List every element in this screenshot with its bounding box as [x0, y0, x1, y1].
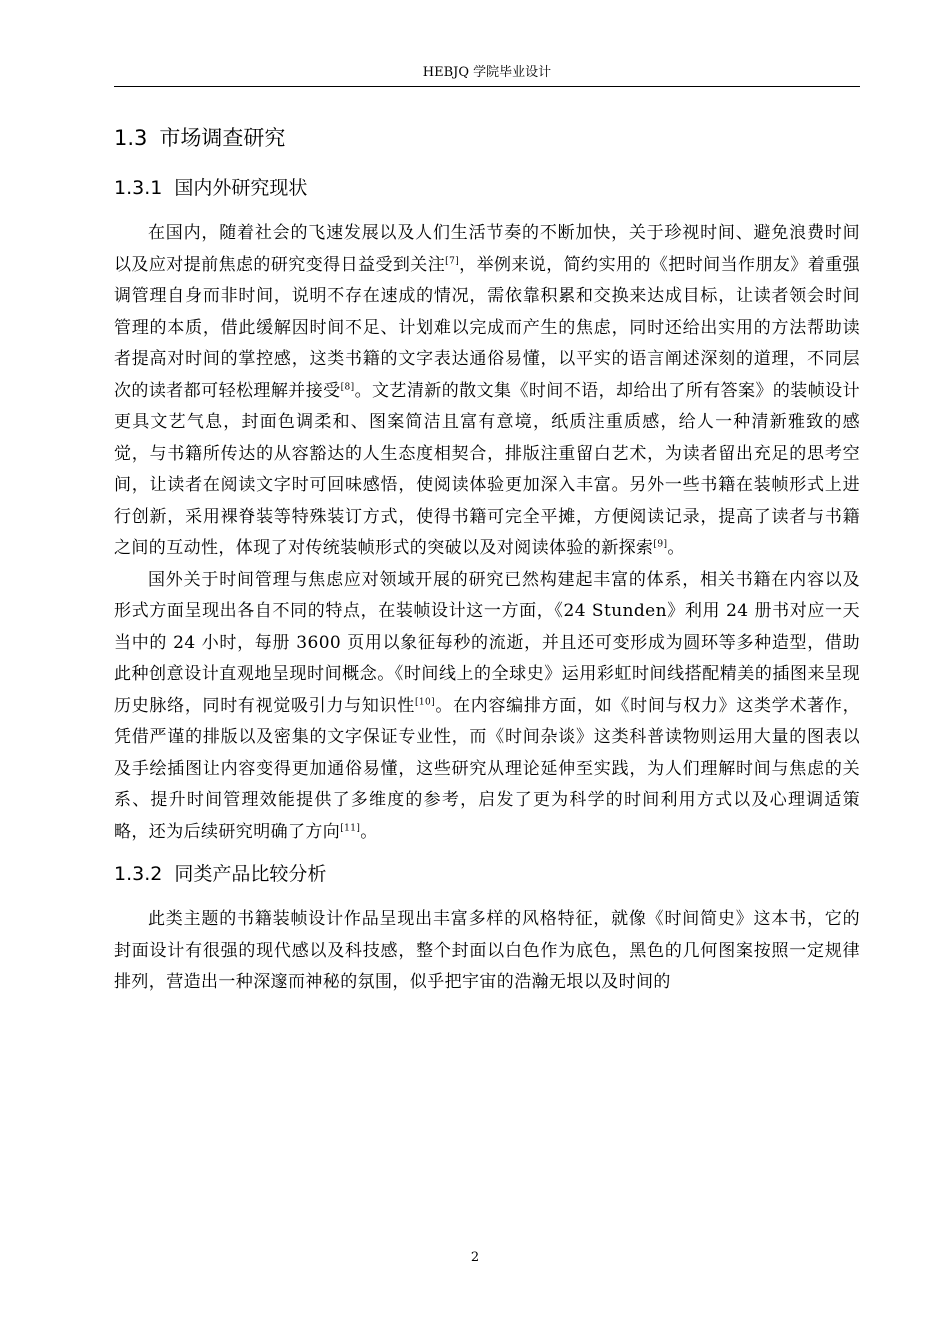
- subsection-number: 1.3.2: [114, 863, 163, 885]
- section-title: 市场调查研究: [159, 126, 286, 150]
- page-number: 2: [470, 1250, 480, 1265]
- text-run: 此类主题的书籍装帧设计作品呈现出丰富多样的风格特征，就像《时间简史》这本书，它的封面设计有很强的现代感以及科技感，整个封面以白色作为底色，黑色的几何图案按照一定规律排列，营造出一种深邃而神秘的氛围，似乎把宇宙的浩瀚无垠以及时间的: [114, 909, 860, 992]
- text-run: 。: [667, 538, 685, 558]
- header-rule: [114, 86, 860, 87]
- subsection-title: 国内外研究现状: [174, 177, 308, 199]
- subsection-title: 同类产品比较分析: [174, 863, 327, 885]
- section-heading: [114, 118, 860, 158]
- subsection-number: 1.3.1: [114, 177, 163, 199]
- paragraph-domestic-research: [114, 218, 860, 565]
- citation-ref: [7]: [445, 255, 460, 266]
- citation-ref: [8]: [340, 381, 355, 392]
- page-header: HEBJQ 学院毕业设计: [422, 65, 552, 80]
- text-run: 。: [360, 821, 378, 842]
- citation-ref: [11]: [340, 822, 361, 833]
- page-body: [114, 118, 860, 999]
- subsection-heading-2: [114, 856, 860, 892]
- subsection-heading-1: [114, 170, 860, 206]
- section-number: 1.3: [114, 126, 148, 150]
- text-run: 。文艺清新的散文集《时间不语，却给出了所有答案》的装帧设计更具文艺气息，封面色调柔和、图案简洁且富有意境，纸质注重质感，给人一种清新雅致的感觉，与书籍所传达的从容豁达的人生态度相契合，排版注重留白艺术，为读者留出充足的思考空间，让读者在阅读文字时可回味感悟，使阅读体验更加深入丰富。另外一些书籍在装帧形式上进行创新，采用裸脊装等特殊装订方式，使得书籍可完全平摊，方便阅读记录，提高了读者与书籍之间的互动性，体现了对传统装帧形式的突破以及对阅读体验的新探索: [114, 380, 860, 558]
- paragraph-product-comparison: [114, 904, 860, 999]
- citation-ref: [10]: [414, 696, 436, 707]
- text-run: 在国内，随着社会的飞速发展以及人们生活节奏的不断加快，关于珍视时间、避免浪费时间以及应对提前焦虑的研究变得日益受到关注: [114, 223, 860, 275]
- text-run: 。在内容编排方面，如《时间与权力》这类学术著作，凭借严谨的排版以及密集的文字保证专业性，而《时间杂谈》这类科普读物则运用大量的图表以及手绘插图让内容变得更加通俗易懂，这些研究从理论延伸至实践，为人们理解时间与焦虑的关系、提升时间管理效能提供了多维度的参考，启发了更为科学的时间利用方式以及心理调适策略，还为后续研究明确了方向: [114, 695, 860, 842]
- text-run: ，举例来说，简约实用的《把时间当作朋友》着重强调管理自身而非时间，说明不存在速成的情况，需依靠积累和交换来达成目标，让读者领会时间管理的本质，借此缓解因时间不足、计划难以完成而产生的焦虑，同时还给出实用的方法帮助读者提高对时间的掌控感，这类书籍的文字表达通俗易懂，以平实的语言阐述深刻的道理，不同层次的读者都可轻松理解并接受: [114, 254, 860, 401]
- text-run: 国外关于时间管理与焦虑应对领域开展的研究已然构建起丰富的体系，相关书籍在内容以及形式方面呈现出各自不同的特点，在装帧设计这一方面，《24 Stunden》利用 24 册书对应一天当中的 24 小时，每册 3600 页用以象征每秒的流逝，并且还可变形成为圆环等多种造型，借助此种创意设计直观地呈现时间概念。《时间线上的全球史》运用彩虹时间线搭配精美的插图来呈现历史脉络，同时有视觉吸引力与知识性: [114, 569, 860, 716]
- paragraph-foreign-research: [114, 565, 860, 849]
- citation-ref: [9]: [653, 539, 668, 550]
